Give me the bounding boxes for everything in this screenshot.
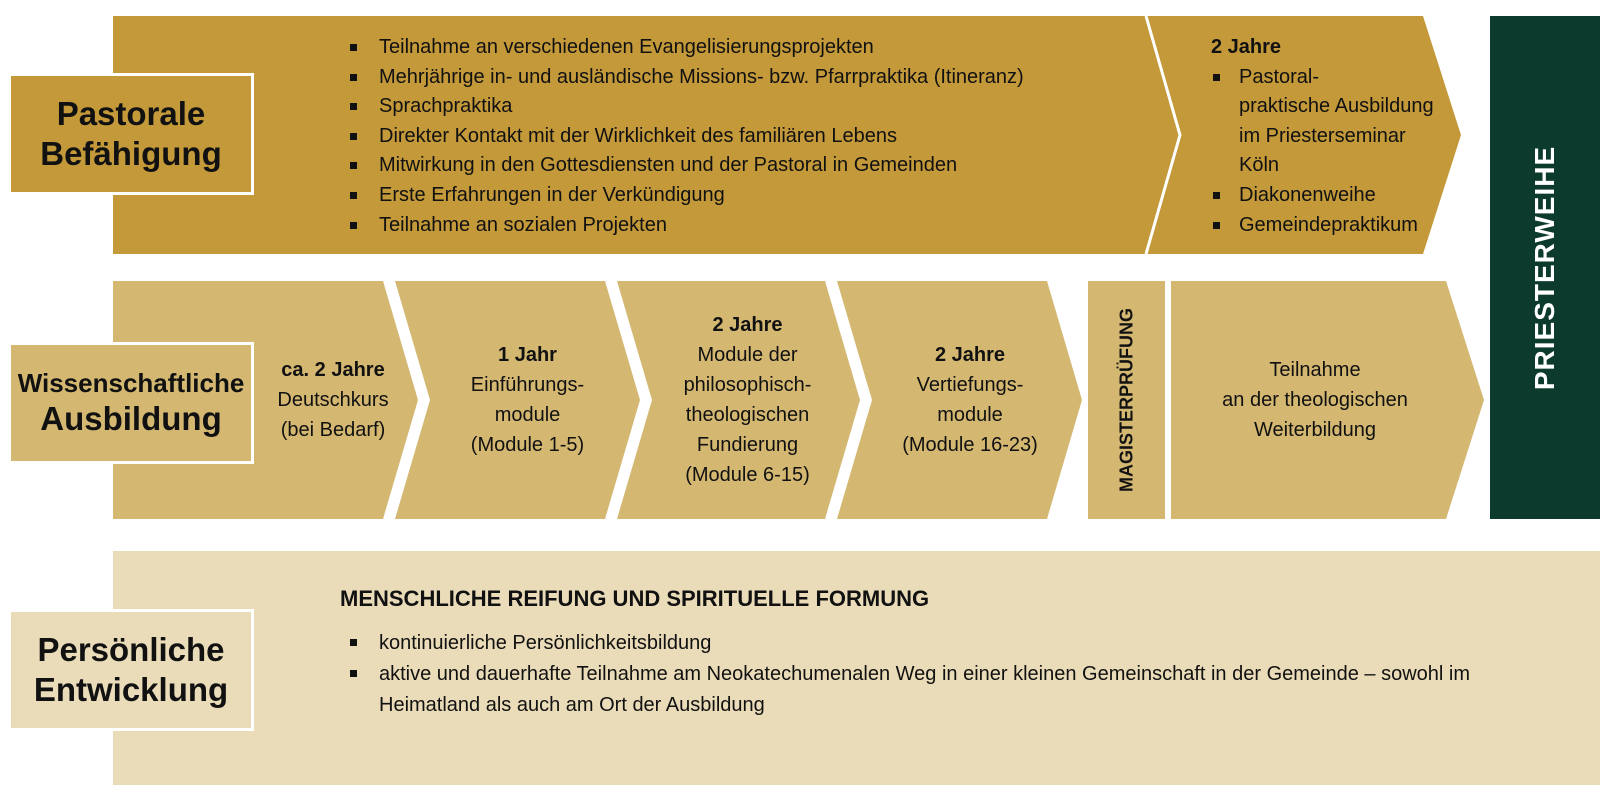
persoenlich-label-line2: Entwicklung xyxy=(33,671,229,708)
priesterweihe-box xyxy=(1490,16,1600,519)
segment-line: (bei Bedarf) xyxy=(280,419,386,441)
segment-line: module xyxy=(494,404,561,426)
list-item: Mitwirkung in den Gottesdiensten und der Pastoral in Gemeinden xyxy=(345,151,1024,181)
pastorale-label xyxy=(8,73,254,195)
list-item: Teilnahme an sozialen Projekten xyxy=(345,211,1024,241)
item-line: praktische Ausbildung xyxy=(1239,95,1434,118)
segment-line: Fundierung xyxy=(696,434,799,456)
list-item: Diakonenweihe xyxy=(1211,181,1434,211)
segment-line: (Module 16-23) xyxy=(902,434,1038,456)
segment-text-1 xyxy=(248,281,418,519)
segment-line: Weiterbildung xyxy=(1254,419,1376,441)
wissenschaft-label-line1: Wissenschaftliche xyxy=(17,367,245,398)
persoenlich-label-line1: Persönliche xyxy=(37,631,225,669)
magister-label xyxy=(1088,281,1165,519)
segment-line: Teilnahme xyxy=(1269,359,1361,381)
wissenschaft-label xyxy=(8,342,254,464)
segment-text-2 xyxy=(435,281,620,519)
duration-label: 2 Jahre xyxy=(1211,36,1282,58)
segment-line: an der theologischen xyxy=(1222,389,1408,411)
pastorale-label-line2: Befähigung xyxy=(40,135,222,172)
segment-text-3 xyxy=(655,281,840,519)
item-line: im Priesterseminar xyxy=(1239,124,1406,147)
segment-text-4 xyxy=(875,281,1065,519)
segment-line: (Module 6-15) xyxy=(685,464,810,486)
segment-line: Einführungs- xyxy=(470,374,585,396)
list-item: Mehrjährige in- und ausländische Missions- bzw. Pfarrpraktika (Itineranz) xyxy=(345,63,1024,93)
segment-line: Deutschkurs xyxy=(277,389,389,411)
pastorale-label-line1: Pastorale xyxy=(56,95,206,133)
priesterweihe-text: PRIESTERWEIHE xyxy=(1529,145,1560,390)
pastorale-right-panel xyxy=(1211,33,1434,240)
list-item: Gemeindepraktikum xyxy=(1211,211,1434,241)
segment-duration: 2 Jahre xyxy=(712,314,783,336)
segment-line: Module der xyxy=(697,344,798,366)
segment-line: module xyxy=(937,404,1003,426)
list-item: Direkter Kontakt mit der Wirklichkeit des familiären Lebens xyxy=(345,122,1024,152)
persoenlich-list xyxy=(345,628,1575,721)
chevron-divider xyxy=(1140,16,1200,254)
item-line: Pastoral- xyxy=(1239,65,1320,88)
segment-duration: 1 Jahr xyxy=(498,344,557,366)
segment-line: theologischen xyxy=(685,404,810,426)
persoenlich-label xyxy=(8,609,254,731)
list-item: aktive und dauerhafte Teilnahme am Neokatechumenalen Weg in einer kleinen Gemeinschaft in der Gemeinde – sowohl im Heimatland als auch am Ort der Ausbildung xyxy=(345,659,1575,721)
list-item: kontinuierliche Persönlichkeitsbildung xyxy=(345,628,1575,659)
segment-text-last xyxy=(1180,281,1450,519)
magister-text: MAGISTERPRÜFUNG xyxy=(1116,308,1136,492)
list-item: Erste Erfahrungen in der Verkündigung xyxy=(345,181,1024,211)
segment-line: philosophisch- xyxy=(683,374,812,396)
item-line: Köln xyxy=(1239,154,1280,177)
wissenschaft-label-line2: Ausbildung xyxy=(40,399,222,437)
persoenlich-title: MENSCHLICHE REIFUNG UND SPIRITUELLE FORMUNG xyxy=(340,586,930,611)
segment-duration: 2 Jahre xyxy=(934,344,1006,366)
list-item xyxy=(1211,63,1434,181)
pastorale-list xyxy=(345,33,1024,240)
list-item: Sprachpraktika xyxy=(345,92,1024,122)
segment-duration: ca. 2 Jahre xyxy=(281,359,385,381)
segment-line: Vertiefungs- xyxy=(916,374,1024,396)
list-item: Teilnahme an verschiedenen Evangelisierungsprojekten xyxy=(345,33,1024,63)
segment-line: (Module 1-5) xyxy=(470,434,585,456)
